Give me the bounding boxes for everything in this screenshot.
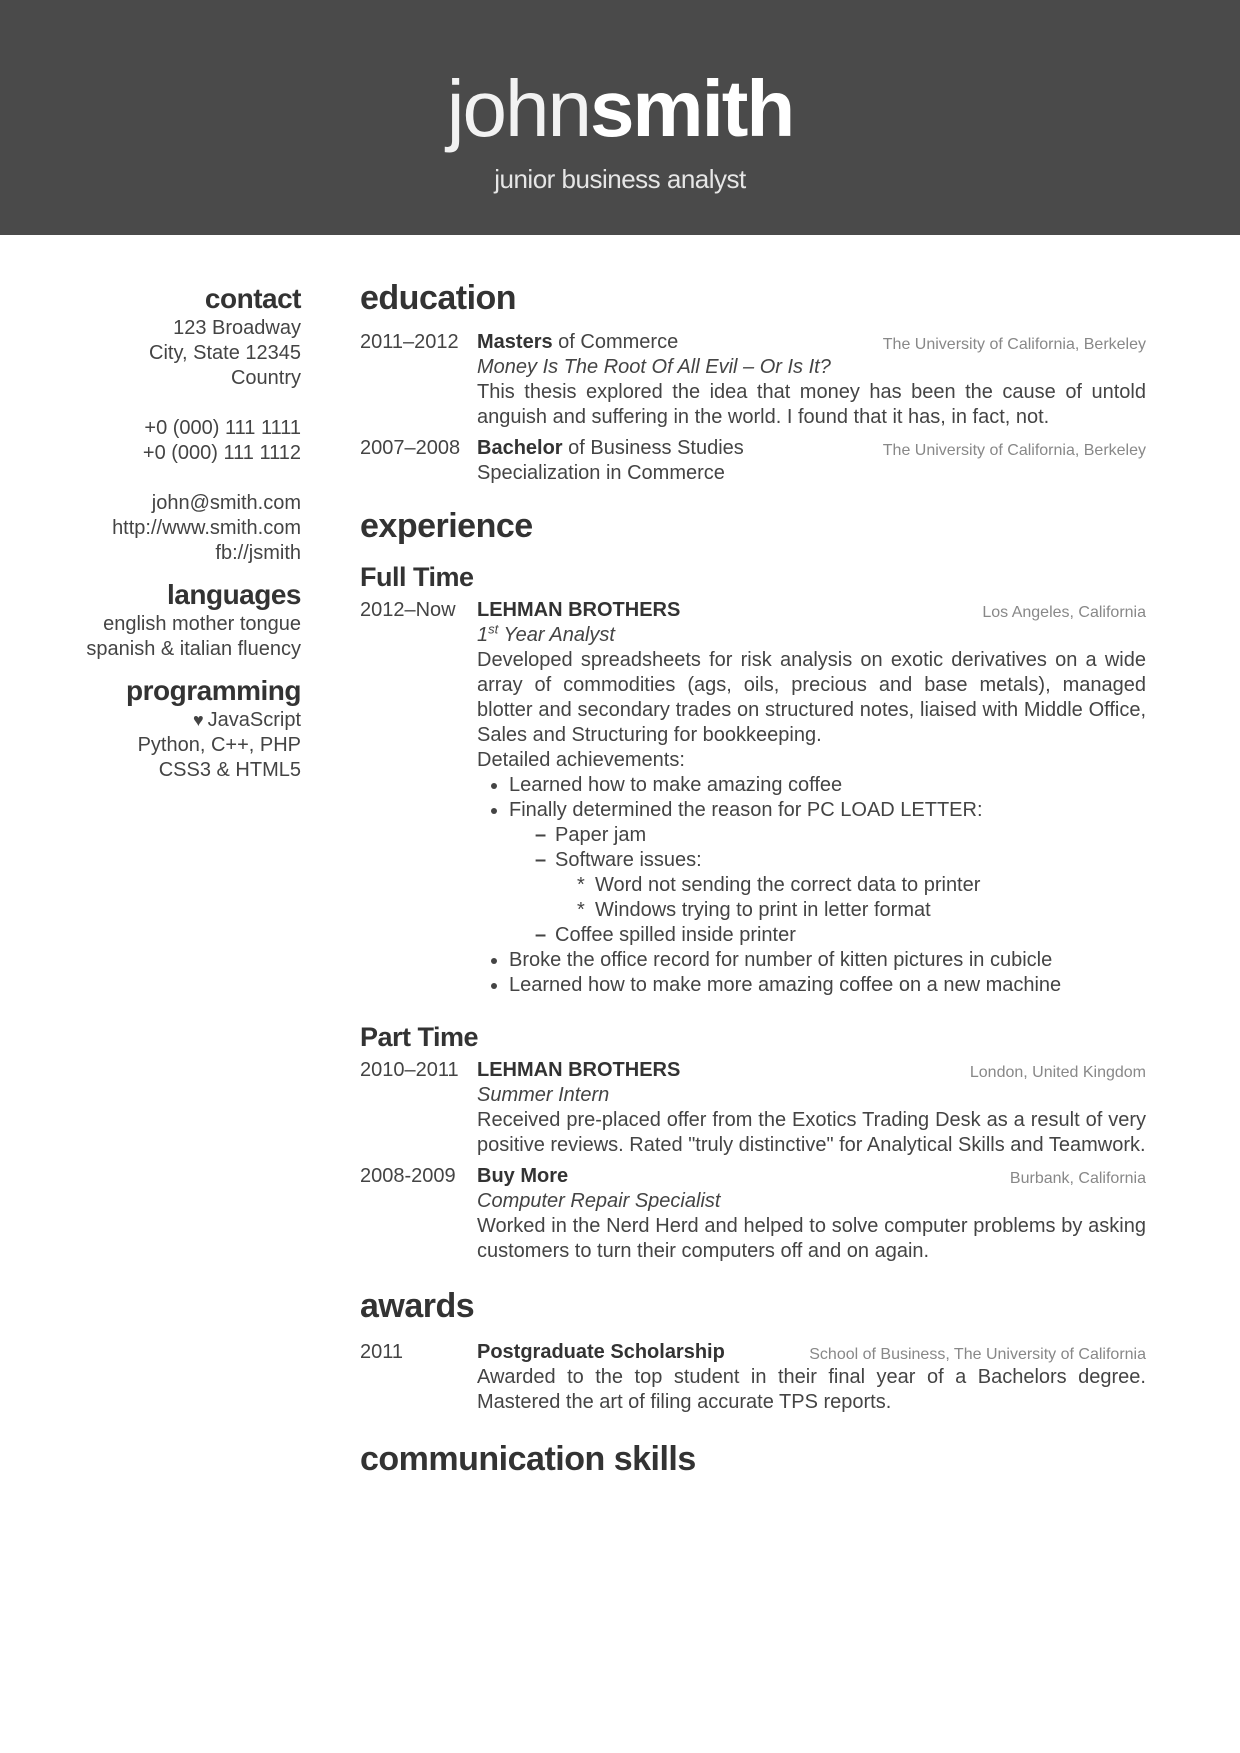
programming-heading: programming (126, 675, 301, 706)
list-item: * Windows trying to print in letter format (595, 898, 1146, 923)
phone-1: +0 (000) 111 1111 (144, 417, 301, 439)
list-item: • Learned how to make amazing coffee (509, 773, 1146, 798)
degree-field: of Business Studies (562, 437, 744, 459)
education-heading: education (360, 279, 517, 317)
communication-skills-heading: communication skills (360, 1440, 696, 1478)
language-item: english mother tongue (103, 613, 301, 635)
language-item: spanish & italian fluency (86, 638, 301, 660)
employer-name: Buy More (477, 1165, 569, 1187)
school-name: The University of California, Berkeley (882, 336, 1146, 353)
entry-date: 2011 (360, 1341, 404, 1363)
full-name (0, 64, 1240, 154)
list-item: • Learned how to make more amazing coffee on a new machine (509, 973, 1146, 998)
entry-description: Awarded to the top student in their final year of a Bachelors degree. Mastered the art of filing accurate TPS reports. (477, 1366, 1146, 1413)
degree-name: Masters (477, 331, 553, 353)
experience-heading: experience (360, 507, 533, 545)
programming-item-label: JavaScript (207, 709, 301, 731)
employer-location: London, United Kingdom (969, 1064, 1146, 1081)
header-banner (0, 0, 1240, 235)
thesis-title: Money Is The Root Of All Evil – Or Is It? (477, 356, 831, 378)
programming-item: Python, C++, PHP (137, 734, 301, 756)
part-time-heading: Part Time (360, 1022, 479, 1052)
award-entry (360, 1340, 1146, 1415)
award-institution: School of Business, The University of California (809, 1346, 1146, 1363)
contact-heading: contact (204, 283, 301, 314)
entry-date: 2012–Now (360, 599, 456, 621)
entry-description: Received pre-placed offer from the Exotics Trading Desk as a result of very positive reviews. Rated "truly distinctive" for Analytical Skills and Teamwork. (477, 1109, 1146, 1156)
role-title: Computer Repair Specialist (477, 1190, 721, 1212)
languages-heading: languages (167, 579, 301, 610)
entry-description: Developed spreadsheets for risk analysis on exotic derivatives on a wide array of commodities (ags, oils, precious and base metals), managed blotter and secondary trades on structured notes, liaised with Middle Office, Sales and Structuring for bookkeeping. (477, 649, 1146, 746)
entry-date: 2011–2012 (360, 331, 459, 353)
full-time-heading: Full Time (360, 562, 474, 592)
entry-date: 2010–2011 (360, 1059, 459, 1081)
list-item: * Word not sending the correct data to printer (595, 873, 1146, 898)
list-item: • Broke the office record for number of kitten pictures in cubicle (509, 948, 1146, 973)
entry-description: Worked in the Nerd Herd and helped to solve computer problems by asking customers to turn their computers off and on again. (477, 1215, 1146, 1262)
heart-icon: ♥ (192, 710, 204, 730)
experience-entry (360, 1164, 1146, 1264)
entry-description: This thesis explored the idea that money has been the cause of untold anguish and suffering in the world. I found that it has, in fact, not. (477, 381, 1146, 428)
award-title: Postgraduate Scholarship (477, 1341, 725, 1363)
degree-name: Bachelor (477, 437, 563, 459)
phone-2: +0 (000) 111 1112 (142, 442, 301, 464)
role-title: Summer Intern (477, 1084, 610, 1106)
facebook-link[interactable]: fb://jsmith (215, 542, 301, 564)
sidebar (60, 282, 301, 783)
school-name: The University of California, Berkeley (882, 442, 1146, 459)
programming-item (60, 708, 301, 733)
experience-entry (360, 1058, 1146, 1158)
education-entry (360, 436, 1146, 486)
list-item: – Coffee spilled inside printer (555, 923, 1146, 948)
main-content (360, 278, 1146, 1479)
address-line-1: 123 Broadway (173, 317, 301, 339)
list-item: – Paper jam (555, 823, 1146, 848)
role-title: 1st Year Analyst (477, 621, 615, 646)
list-item: • Finally determined the reason for PC LOAD LETTER: – Paper jam – Software issues: * Word not sending the correct data to printer * Windows trying to print in letter format – Coffee spilled inside printer (509, 798, 1146, 948)
first-name: john (446, 64, 590, 153)
website-link[interactable]: http://www.smith.com (112, 517, 301, 539)
job-title: junior business analyst (494, 164, 746, 194)
entry-description: Specialization in Commerce (477, 462, 725, 484)
education-entry (360, 330, 1146, 430)
employer-location: Burbank, California (1009, 1170, 1146, 1187)
list-item: – Software issues: * Word not sending the correct data to printer * Windows trying to print in letter format (555, 848, 1146, 923)
experience-entry (360, 598, 1146, 998)
employer-name: LEHMAN BROTHERS (477, 1059, 681, 1081)
achievements-list (477, 773, 1146, 998)
entry-date: 2008-2009 (360, 1165, 456, 1187)
last-name: smith (589, 64, 794, 153)
programming-item: CSS3 & HTML5 (158, 759, 301, 781)
employer-location: Los Angeles, California (982, 604, 1146, 621)
degree-field: of Commerce (552, 331, 679, 353)
entry-date: 2007–2008 (360, 437, 461, 459)
awards-heading: awards (360, 1287, 475, 1325)
address-line-3: Country (230, 367, 301, 389)
employer-name: LEHMAN BROTHERS (477, 599, 681, 621)
achievements-label: Detailed achievements: (477, 749, 685, 771)
email-link[interactable]: john@smith.com (151, 492, 301, 514)
address-line-2: City, State 12345 (149, 342, 301, 364)
